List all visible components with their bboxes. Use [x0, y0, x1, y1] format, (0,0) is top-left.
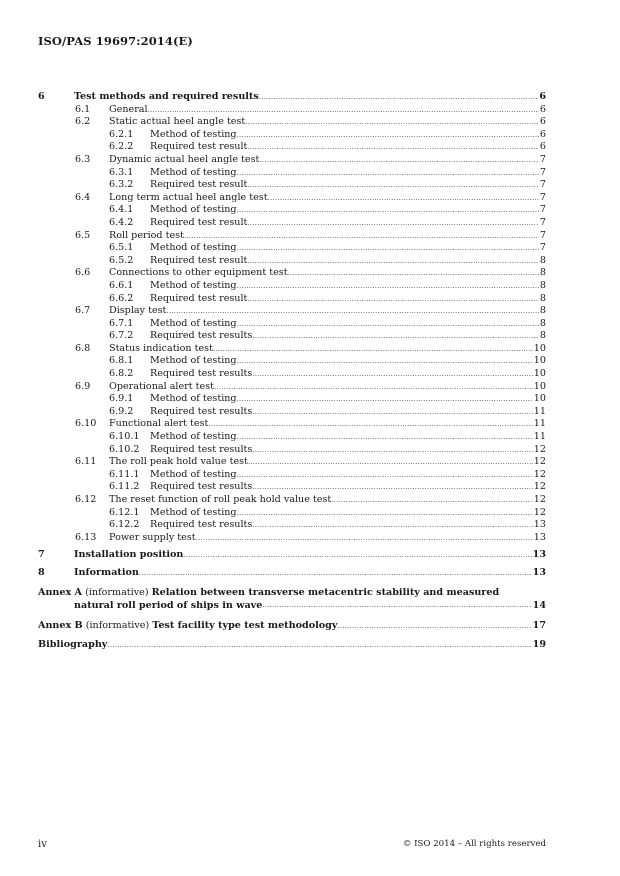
- toc-title: Required test result: [150, 292, 248, 304]
- toc-page: 8: [539, 292, 546, 304]
- toc-leader: [237, 507, 533, 520]
- toc-entry-6-5-2[interactable]: [38, 255, 546, 268]
- toc-page: 7: [539, 229, 546, 241]
- toc-title: General: [109, 103, 148, 115]
- toc-leader: [148, 104, 539, 117]
- toc-number: 6.13: [75, 531, 97, 543]
- toc-entry-6-7-2[interactable]: [38, 330, 546, 343]
- toc-page: 6: [539, 128, 546, 140]
- toc-page: 7: [539, 242, 546, 254]
- toc-leader: [183, 549, 531, 562]
- toc-leader: [248, 456, 533, 469]
- toc-leader: [247, 217, 538, 230]
- toc-title: Dynamic actual heel angle test: [109, 153, 260, 165]
- toc-page: 13: [532, 566, 546, 578]
- toc-page: 6: [539, 116, 546, 128]
- toc-number: 6.3.1: [109, 166, 134, 178]
- toc-leader: [237, 393, 533, 406]
- toc-leader: [247, 179, 538, 192]
- toc-leader: [107, 639, 531, 652]
- toc-page: 19: [532, 639, 546, 651]
- toc-leader: [331, 494, 533, 507]
- toc-entry-6-8-1[interactable]: [38, 355, 546, 368]
- toc-page: 7: [539, 191, 546, 203]
- toc-entry-6-3-2[interactable]: [38, 179, 546, 192]
- toc-leader: [247, 293, 538, 306]
- toc-number: 6.8: [75, 342, 91, 354]
- toc-entry-6-12-2[interactable]: [38, 519, 546, 532]
- toc-entry-6-2-1[interactable]: [38, 129, 546, 142]
- toc-page: 13: [532, 549, 546, 561]
- toc-title: Information: [74, 566, 139, 578]
- page-number: iv: [38, 839, 47, 850]
- toc-title: Display test: [109, 305, 167, 317]
- toc-entry-6-3-1[interactable]: [38, 167, 546, 180]
- table-of-contents: [38, 88, 546, 652]
- toc-leader: [259, 154, 539, 167]
- toc-number: 6.5: [75, 229, 91, 241]
- toc-page: 7: [539, 179, 546, 191]
- toc-entry-6-11-1[interactable]: [38, 469, 546, 482]
- toc-title: Operational alert test: [109, 380, 214, 392]
- toc-leader: [237, 129, 539, 142]
- toc-number: 6.11: [75, 456, 97, 468]
- toc-title: Required test results: [150, 443, 253, 455]
- toc-entry-6-10-2[interactable]: [38, 444, 546, 457]
- toc-number: 6.12: [75, 494, 97, 505]
- toc-number: 6.8.1: [109, 355, 134, 367]
- toc-entry-6-9-1[interactable]: [38, 393, 546, 406]
- annex-title-line2: natural roll period of ships in wave: [74, 599, 263, 611]
- toc-number: 6.5.2: [109, 254, 134, 266]
- toc-number: 6.8.2: [109, 368, 134, 380]
- toc-leader: [245, 116, 539, 129]
- toc-entry-6-12[interactable]: [38, 494, 546, 507]
- toc-entry-6-2[interactable]: [38, 116, 546, 129]
- toc-page: 8: [539, 279, 546, 291]
- toc-entry-6-8-2[interactable]: [38, 368, 546, 381]
- toc-title: Required test result: [150, 179, 248, 191]
- toc-page: 12: [533, 506, 546, 518]
- toc-title: Connections to other equipment test: [109, 267, 288, 279]
- toc-page: 11: [533, 405, 546, 417]
- toc-title: Long term actual heel angle test: [109, 191, 268, 203]
- toc-number: 6.2.1: [109, 128, 134, 140]
- toc-page: 6: [539, 103, 546, 115]
- toc-number: 6.6: [75, 267, 91, 279]
- toc-number: 6.9.2: [109, 405, 134, 417]
- toc-entry-6-6[interactable]: [38, 267, 546, 280]
- document-id: ISO/PAS 19697:2014(E): [38, 34, 193, 48]
- toc-leader: [252, 368, 532, 381]
- toc-number: 6.12.2: [109, 519, 140, 531]
- toc-page: 7: [539, 153, 546, 165]
- toc-title: Method of testing: [150, 431, 237, 443]
- toc-entry-6-8[interactable]: [38, 343, 546, 356]
- toc-number: 8: [38, 566, 45, 578]
- toc-number: 6.5.1: [109, 242, 134, 254]
- toc-leader: [247, 141, 538, 154]
- toc-leader: [259, 91, 539, 104]
- toc-entry-bibliography[interactable]: [38, 639, 546, 652]
- toc-leader: [237, 242, 539, 255]
- annex-title-line1: Relation between transverse metacentric stability and measured: [151, 586, 500, 598]
- toc-title: Method of testing: [150, 166, 237, 178]
- annex-type: (informative): [85, 586, 149, 598]
- toc-leader: [237, 280, 539, 293]
- toc-title: Status indication test: [109, 342, 213, 354]
- toc-entry-6-11-2[interactable]: [38, 481, 546, 494]
- toc-title: Required test result: [150, 254, 248, 266]
- toc-entry-6-4-1[interactable]: [38, 204, 546, 217]
- toc-entry-annex-b[interactable]: [38, 620, 546, 633]
- toc-page: 13: [533, 531, 546, 543]
- toc-page: 8: [539, 267, 546, 279]
- toc-number: 6.4: [75, 191, 91, 203]
- toc-title: Power supply test: [109, 531, 196, 543]
- toc-leader: [252, 330, 539, 343]
- toc-entry-6-7[interactable]: [38, 305, 546, 318]
- toc-title: Installation position: [74, 549, 184, 561]
- toc-entry-6-5-1[interactable]: [38, 242, 546, 255]
- toc-leader: [166, 305, 538, 318]
- toc-entry-6-4-2[interactable]: [38, 217, 546, 230]
- toc-page: 6: [539, 91, 546, 102]
- toc-title: The roll peak hold value test: [109, 456, 248, 468]
- toc-entry-annex-a[interactable]: [38, 586, 546, 614]
- toc-title: Required test results: [150, 405, 253, 417]
- toc-title: Method of testing: [150, 468, 237, 480]
- toc-page: 6: [539, 141, 546, 153]
- toc-page: 8: [539, 317, 546, 329]
- toc-page: 7: [539, 166, 546, 178]
- toc-number: 6.6.1: [109, 279, 134, 291]
- toc-title: Required test results: [150, 519, 253, 531]
- toc-page: 8: [539, 305, 546, 317]
- toc-page: 10: [533, 355, 546, 367]
- toc-title: Required test result: [150, 216, 248, 228]
- toc-leader: [208, 418, 532, 431]
- toc-number: 6.3.2: [109, 179, 134, 191]
- toc-page: 10: [533, 380, 546, 392]
- toc-number: 6.7.1: [109, 317, 134, 329]
- toc-title: Required test results: [150, 330, 253, 342]
- toc-entry-6-6-2[interactable]: [38, 293, 546, 306]
- toc-entry-6-5[interactable]: [38, 230, 546, 243]
- toc-title: Method of testing: [150, 204, 237, 216]
- toc-page: 10: [533, 342, 546, 354]
- toc-entry-8[interactable]: [38, 567, 546, 580]
- toc-page: 7: [539, 204, 546, 216]
- toc-number: 6: [38, 91, 45, 102]
- toc-number: 7: [38, 549, 45, 561]
- toc-number: 6.12.1: [109, 506, 140, 518]
- toc-number: 6.3: [75, 153, 91, 165]
- toc-leader: [268, 192, 539, 205]
- toc-title: Method of testing: [150, 393, 237, 405]
- toc-page: 11: [533, 431, 546, 443]
- toc-entry-6-7-1[interactable]: [38, 318, 546, 331]
- toc-entry-6-6-1[interactable]: [38, 280, 546, 293]
- toc-leader: [337, 620, 531, 633]
- toc-number: 6.10.1: [109, 431, 140, 443]
- toc-entry-6-12-1[interactable]: [38, 507, 546, 520]
- toc-leader: [237, 318, 539, 331]
- toc-page: 12: [533, 456, 546, 468]
- copyright-notice: © ISO 2014 – All rights reserved: [402, 839, 546, 849]
- toc-page: 8: [539, 330, 546, 342]
- toc-number: 6.11.1: [109, 468, 140, 480]
- annex-type: (informative): [85, 619, 150, 631]
- toc-leader: [288, 267, 539, 280]
- toc-title: Method of testing: [150, 355, 237, 367]
- toc-number: 6.11.2: [109, 481, 140, 493]
- toc-leader: [262, 599, 531, 612]
- toc-title: The reset function of roll peak hold value test: [109, 494, 332, 505]
- toc-title: Required test result: [150, 141, 248, 153]
- toc-leader: [214, 381, 533, 394]
- toc-page: 12: [533, 494, 546, 505]
- toc-title: Bibliography: [38, 639, 108, 651]
- toc-leader: [252, 406, 532, 419]
- toc-leader: [237, 167, 539, 180]
- toc-number: 6.10.2: [109, 443, 140, 455]
- toc-number: 6.6.2: [109, 292, 134, 304]
- toc-leader: [184, 230, 539, 243]
- toc-number: 6.4.1: [109, 204, 134, 216]
- toc-leader: [237, 204, 539, 217]
- toc-leader: [237, 469, 533, 482]
- toc-page: 10: [533, 368, 546, 380]
- toc-page: 13: [533, 519, 546, 531]
- annex-label: Annex B: [38, 619, 83, 631]
- toc-page: 14: [532, 599, 546, 611]
- toc-entry-7[interactable]: [38, 549, 546, 562]
- toc-leader: [252, 444, 532, 457]
- toc-title: Method of testing: [150, 242, 237, 254]
- toc-leader: [237, 431, 533, 444]
- toc-number: 6.9: [75, 380, 91, 392]
- toc-leader: [252, 519, 532, 532]
- toc-number: 6.10: [75, 418, 97, 430]
- annex-label: Annex A: [38, 586, 83, 598]
- toc-title: Method of testing: [150, 279, 237, 291]
- toc-page: 8: [539, 254, 546, 266]
- toc-number: 6.4.2: [109, 216, 134, 228]
- toc-page: 12: [533, 481, 546, 493]
- toc-title: Test methods and required results: [74, 91, 259, 102]
- annex-title: Test facility type test methodology: [152, 619, 338, 631]
- toc-leader: [213, 343, 533, 356]
- toc-title: Method of testing: [150, 317, 237, 329]
- toc-page: 17: [532, 619, 546, 631]
- toc-title: Required test results: [150, 368, 253, 380]
- toc-entry-6-1[interactable]: [38, 104, 546, 117]
- toc-entry-6-9[interactable]: [38, 381, 546, 394]
- toc-page: 11: [533, 418, 546, 430]
- toc-number: 6.7.2: [109, 330, 134, 342]
- toc-title: Method of testing: [150, 128, 237, 140]
- toc-number: 6.7: [75, 305, 91, 317]
- toc-leader: [196, 532, 533, 545]
- toc-number: 6.2: [75, 116, 91, 128]
- toc-page: 10: [533, 393, 546, 405]
- toc-title: Required test results: [150, 481, 253, 493]
- toc-entry-6-2-2[interactable]: [38, 141, 546, 154]
- toc-page: 12: [533, 468, 546, 480]
- toc-leader: [139, 567, 532, 580]
- toc-number: 6.1: [75, 103, 91, 115]
- toc-entry-6-4[interactable]: [38, 192, 546, 205]
- toc-page: 12: [533, 443, 546, 455]
- toc-leader: [247, 255, 538, 268]
- toc-entry-6-9-2[interactable]: [38, 406, 546, 419]
- toc-entry-6[interactable]: [38, 91, 546, 104]
- toc-title: Static actual heel angle test: [109, 116, 246, 128]
- toc-title: Roll period test: [109, 229, 184, 241]
- toc-entry-6-11[interactable]: [38, 456, 546, 469]
- toc-entry-6-10-1[interactable]: [38, 431, 546, 444]
- toc-leader: [237, 355, 533, 368]
- toc-entry-6-3[interactable]: [38, 154, 546, 167]
- toc-entry-6-10[interactable]: [38, 418, 546, 431]
- toc-entry-6-13[interactable]: [38, 532, 546, 545]
- toc-title: Method of testing: [150, 506, 237, 518]
- toc-title: Functional alert test: [109, 418, 209, 430]
- toc-page: 7: [539, 216, 546, 228]
- toc-leader: [252, 481, 532, 494]
- toc-number: 6.9.1: [109, 393, 134, 405]
- toc-number: 6.2.2: [109, 141, 134, 153]
